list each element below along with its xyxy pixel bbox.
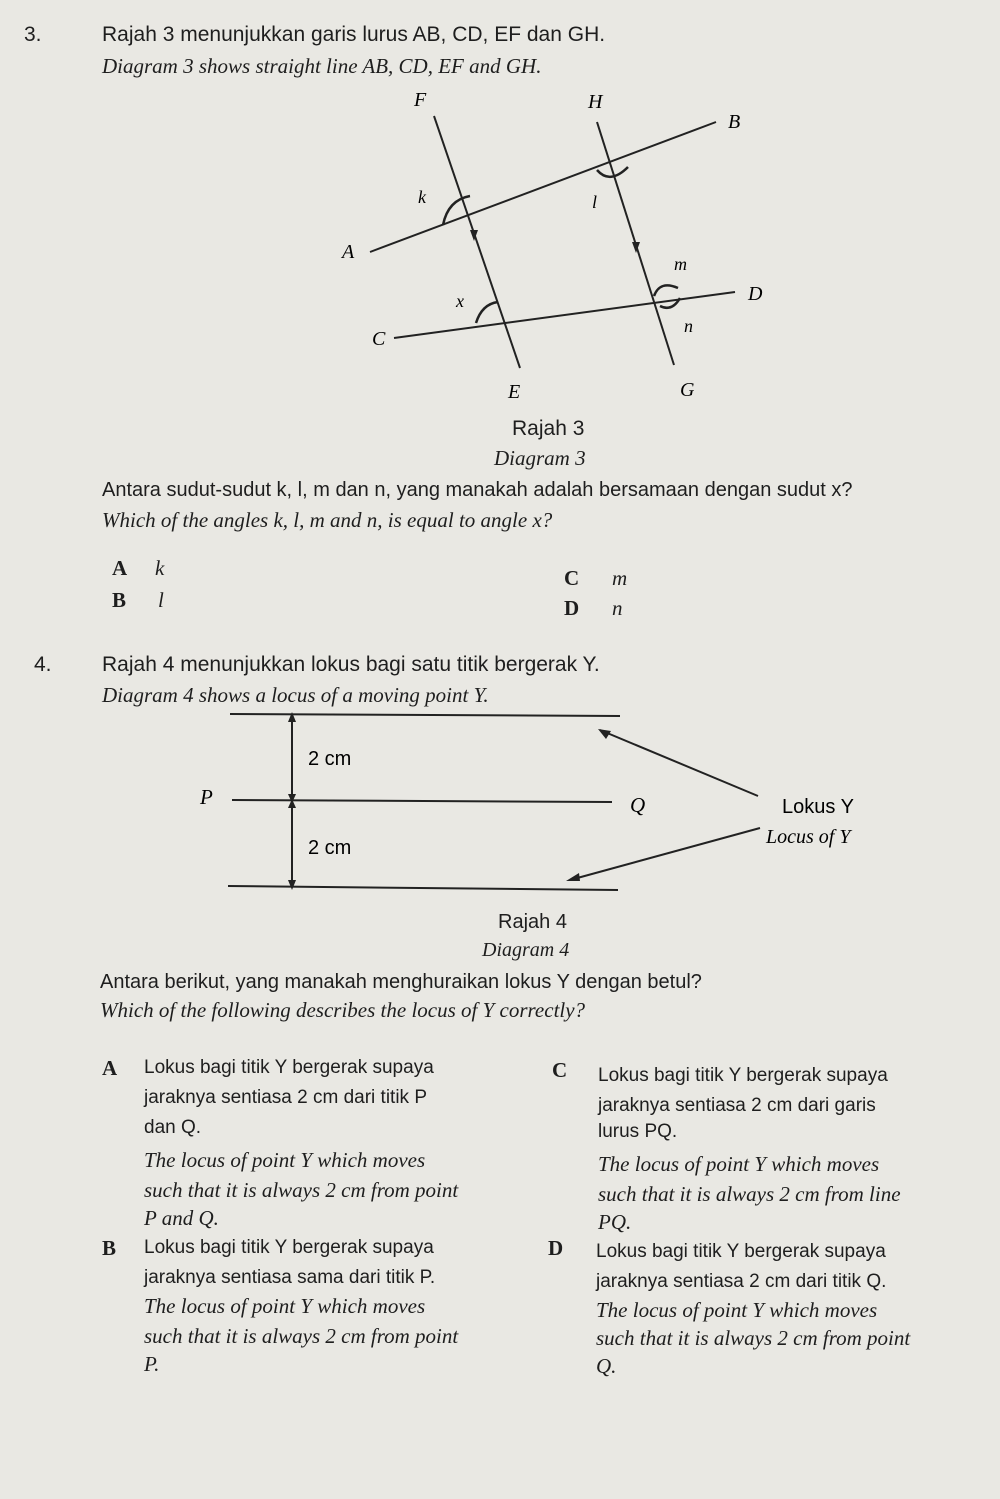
label-c: C (372, 328, 386, 350)
q4-option-b-en-2: such that it is always 2 cm from point (144, 1324, 459, 1348)
q3-question-en: Which of the angles k, l, m and n, is equal to angle x? (102, 508, 553, 532)
distance-top-label: 2 cm (308, 748, 352, 770)
point-p-label: P (200, 785, 213, 809)
q3-stem-ms: Rajah 3 menunjukkan garis lurus AB, CD, EF dan GH. (102, 23, 606, 46)
q4-option-a-en-1: The locus of point Y which moves (144, 1148, 426, 1172)
q4-option-b-en-1: The locus of point Y which moves (144, 1294, 426, 1318)
label-a: A (342, 241, 355, 263)
q3-option-c-text: m (612, 566, 628, 590)
label-x: x (456, 291, 464, 311)
q3-stem-en: Diagram 3 shows straight line AB, CD, EF and GH. (102, 54, 542, 78)
locus-label-ms: Lokus Y (782, 796, 854, 818)
locus-label-en: Locus of Y (766, 826, 851, 848)
diagram-4-caption-ms: Rajah 4 (498, 911, 567, 933)
q4-option-a-letter: A (102, 1056, 118, 1080)
label-e: E (508, 381, 521, 403)
label-n: n (684, 316, 693, 336)
label-d: D (748, 283, 763, 305)
q4-option-d-en-1: The locus of point Y which moves (596, 1298, 878, 1322)
line-pq (232, 800, 612, 802)
q4-question-en: Which of the following describes the locus of Y correctly? (100, 998, 586, 1022)
q4-option-d-ms-2: jaraknya sentiasa 2 cm dari titik Q. (596, 1271, 887, 1292)
pointer-bottom-arrow (566, 873, 580, 881)
q4-option-c-en-3: PQ. (598, 1210, 632, 1234)
arc-x (476, 302, 498, 323)
label-g: G (680, 379, 695, 401)
q3-option-b-letter: B (112, 588, 127, 612)
q4-option-c-ms-3: lurus PQ. (598, 1121, 678, 1142)
q4-option-a-ms-3: dan Q. (144, 1117, 202, 1138)
pointer-top (600, 730, 758, 796)
q4-option-c-ms-2: jaraknya sentiasa 2 cm dari garis (598, 1095, 876, 1116)
q4-question-ms: Antara berikut, yang manakah menghuraikan lokus Y dengan betul? (100, 971, 702, 993)
q3-option-d-letter: D (564, 596, 580, 620)
arrow-down-bottom (288, 880, 296, 890)
pointer-bottom (570, 828, 760, 880)
label-k: k (418, 187, 426, 207)
arc-m (654, 285, 678, 296)
q3-number: 3. (24, 23, 42, 46)
q4-option-a-en-3: P and Q. (144, 1206, 219, 1230)
locus-line-top (230, 714, 620, 716)
q4-option-d-en-3: Q. (596, 1354, 617, 1378)
label-f: F (414, 89, 427, 111)
q4-option-a-ms-2: jaraknya sentiasa 2 cm dari titik P (144, 1087, 428, 1108)
label-b: B (728, 111, 741, 133)
q4-option-d-ms-1: Lokus bagi titik Y bergerak supaya (596, 1241, 886, 1262)
q4-option-d-letter: D (548, 1236, 564, 1260)
q4-option-a-en-2: such that it is always 2 cm from point (144, 1178, 459, 1202)
q4-option-b-en-3: P. (144, 1352, 160, 1376)
diagram-3-caption-ms: Rajah 3 (512, 417, 585, 440)
q4-option-c-letter: C (552, 1058, 568, 1082)
q4-option-c-en-1: The locus of point Y which moves (598, 1152, 880, 1176)
q4-stem-ms: Rajah 4 menunjukkan lokus bagi satu titik bergerak Y. (102, 653, 600, 676)
diagram-3-caption-en: Diagram 3 (494, 446, 586, 470)
q4-option-b-letter: B (102, 1236, 117, 1260)
q4-option-b-ms-2: jaraknya sentiasa sama dari titik P. (144, 1267, 436, 1288)
distance-bottom-label: 2 cm (308, 837, 352, 859)
q3-option-a-letter: A (112, 556, 128, 580)
label-l: l (592, 192, 598, 212)
q3-question-ms: Antara sudut-sudut k, l, m dan n, yang manakah adalah bersamaan dengan sudut x? (102, 479, 853, 501)
point-q-label: Q (630, 793, 646, 817)
diagram-4 (0, 700, 1000, 910)
label-m: m (674, 254, 687, 274)
q3-option-b-text: l (158, 588, 164, 612)
diagram-3 (0, 0, 1000, 420)
q3-option-d-text: n (612, 596, 623, 620)
label-h: H (588, 91, 603, 113)
q4-option-d-en-2: such that it is always 2 cm from point (596, 1326, 911, 1350)
q3-option-a-text: k (155, 556, 165, 580)
q4-option-b-ms-1: Lokus bagi titik Y bergerak supaya (144, 1237, 434, 1258)
q4-option-c-ms-1: Lokus bagi titik Y bergerak supaya (598, 1065, 888, 1086)
q4-stem-en: Diagram 4 shows a locus of a moving point Y. (102, 683, 489, 707)
q4-number: 4. (34, 653, 52, 676)
pointer-top-arrow (598, 729, 611, 739)
q3-option-c-letter: C (564, 566, 580, 590)
diagram-4-caption-en: Diagram 4 (482, 939, 570, 961)
q4-option-a-ms-1: Lokus bagi titik Y bergerak supaya (144, 1057, 434, 1078)
locus-line-bottom (228, 886, 618, 890)
q4-option-c-en-2: such that it is always 2 cm from line (598, 1182, 901, 1206)
